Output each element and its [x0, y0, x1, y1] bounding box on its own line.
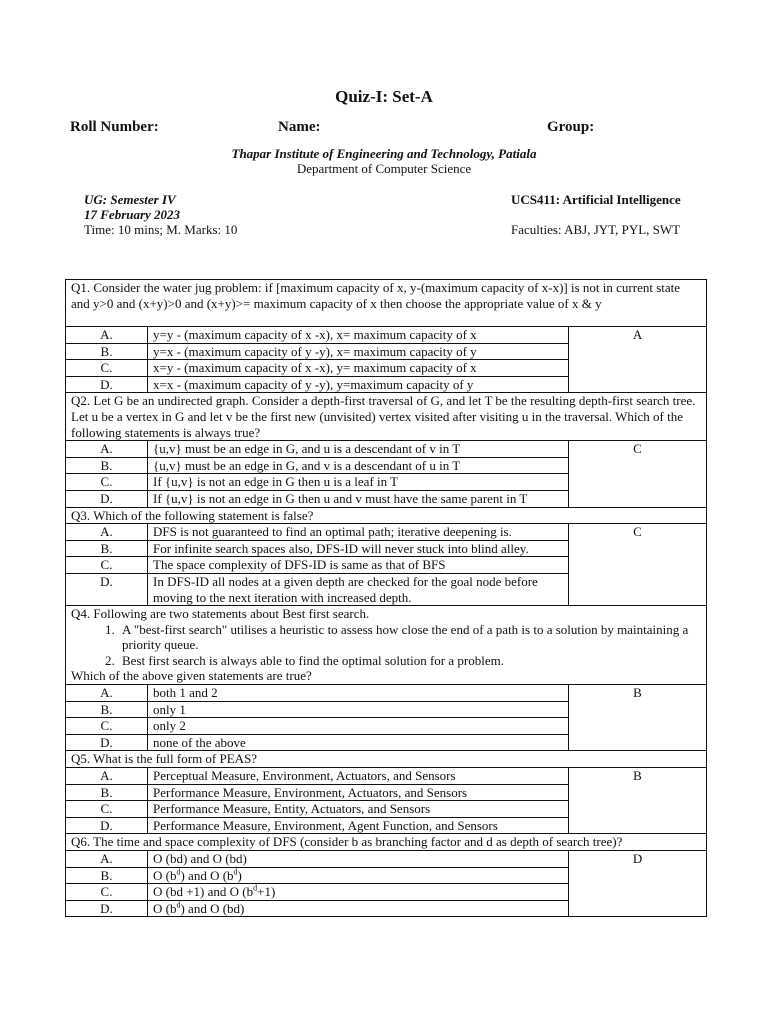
- superscript: d: [253, 883, 258, 893]
- question-row: [66, 606, 707, 685]
- option-text-part: O (b: [153, 867, 177, 883]
- statement-list: [71, 622, 701, 669]
- option-label: A.: [66, 524, 148, 541]
- option-label: B.: [66, 457, 148, 474]
- option-label: D.: [66, 490, 148, 507]
- option-label: B.: [66, 343, 148, 360]
- option-text-part: O (b: [153, 900, 177, 916]
- option-label: C.: [66, 718, 148, 735]
- option-row: [66, 327, 707, 344]
- option-label: B.: [66, 540, 148, 557]
- statement-item: 2. Best first search is always able to find the optimal solution for a problem.: [118, 653, 701, 669]
- option-label: C.: [66, 474, 148, 491]
- answer-cell: C: [569, 524, 707, 606]
- option-text-part: O (bd +1) and O (b: [153, 884, 254, 900]
- option-label: D.: [66, 817, 148, 834]
- option-label: A.: [66, 327, 148, 344]
- exam-date: 17 February 2023: [84, 207, 181, 222]
- question-row: [66, 751, 707, 768]
- option-label: A.: [66, 685, 148, 702]
- question-text: Q3. Which of the following statement is false?: [66, 507, 707, 524]
- question-row: [66, 393, 707, 441]
- option-text: y=y - (maximum capacity of x -x), x= maximum capacity of x: [148, 327, 569, 344]
- question-text: Q4. Following are two statements about Best first search.: [71, 606, 370, 622]
- option-label: A.: [66, 441, 148, 458]
- option-text: Performance Measure, Environment, Actuators, and Sensors: [148, 784, 569, 801]
- group-label: Group:: [547, 119, 595, 135]
- option-text: {u,v} must be an edge in G, and v is a descendant of u in T: [148, 457, 569, 474]
- question-table: [65, 279, 707, 917]
- option-label: D.: [66, 376, 148, 393]
- question-text: Q1. Consider the water jug problem: if [maximum capacity of x, y-(maximum capacity of x-x)] is not in current state and y>0 and (x+y)>0 and (x+y)>= maximum capacity of x then choose the appropriate value of x & y: [66, 280, 707, 327]
- option-label: C.: [66, 801, 148, 818]
- option-text: [148, 884, 569, 901]
- option-label: B.: [66, 867, 148, 884]
- question-row: [66, 507, 707, 524]
- superscript: d: [176, 900, 181, 910]
- option-text: The space complexity of DFS-ID is same as that of BFS: [148, 557, 569, 574]
- option-text: Performance Measure, Entity, Actuators, and Sensors: [148, 801, 569, 818]
- answer-cell: D: [569, 851, 707, 917]
- answer-cell: B: [569, 685, 707, 751]
- option-label: D.: [66, 734, 148, 751]
- superscript: d: [233, 867, 238, 877]
- option-text: [148, 900, 569, 917]
- option-label: D.: [66, 900, 148, 917]
- roll-number-label: Roll Number:: [70, 119, 159, 135]
- option-label: C.: [66, 884, 148, 901]
- answer-cell: B: [569, 768, 707, 834]
- option-text: x=y - (maximum capacity of x -x), y= maximum capacity of x: [148, 360, 569, 377]
- option-text: Performance Measure, Environment, Agent Function, and Sensors: [148, 817, 569, 834]
- option-text: If {u,v} is not an edge in G then u is a leaf in T: [148, 474, 569, 491]
- answer-cell: C: [569, 441, 707, 507]
- question-text: Q2. Let G be an undirected graph. Consider a depth-first traversal of G, and let T be the resulting depth-first search tree. Let u be a vertex in G and let v be the first new (unvisited) vertex visited after visiting u in the traversal. Which of the following statements is always true?: [66, 393, 707, 441]
- option-text: {u,v} must be an edge in G, and u is a descendant of v in T: [148, 441, 569, 458]
- question-row: [66, 834, 707, 851]
- question-text: Q6. The time and space complexity of DFS (consider b as branching factor and d as depth of search tree)?: [66, 834, 707, 851]
- option-row: [66, 768, 707, 785]
- option-text: both 1 and 2: [148, 685, 569, 702]
- option-text: x=x - (maximum capacity of y -y), y=maximum capacity of y: [148, 376, 569, 393]
- option-label: B.: [66, 701, 148, 718]
- question-followup: Which of the above given statements are true?: [71, 668, 312, 684]
- option-text-part: ): [237, 867, 242, 883]
- name-label: Name:: [278, 119, 321, 135]
- department-name: Department of Computer Science: [296, 161, 472, 176]
- faculties: Faculties: ABJ, JYT, PYL, SWT: [511, 222, 681, 237]
- option-text: y=x - (maximum capacity of y -y), x= maximum capacity of y: [148, 343, 569, 360]
- option-label: C.: [66, 360, 148, 377]
- option-text: only 1: [148, 701, 569, 718]
- course-name: UCS411: Artificial Intelligence: [511, 192, 681, 207]
- superscript: d: [176, 867, 181, 877]
- option-label: A.: [66, 768, 148, 785]
- option-text: [148, 867, 569, 884]
- semester: UG: Semester IV: [84, 192, 176, 207]
- quiz-title: Quiz-I: Set-A: [335, 87, 433, 106]
- option-row: [66, 851, 707, 868]
- question-row: [66, 280, 707, 327]
- institute-name: Thapar Institute of Engineering and Technology, Patiala: [231, 146, 537, 161]
- option-label: A.: [66, 851, 148, 868]
- option-text: O (bd) and O (bd): [148, 851, 569, 868]
- option-text: Perceptual Measure, Environment, Actuators, and Sensors: [148, 768, 569, 785]
- time-marks: Time: 10 mins; M. Marks: 10: [84, 222, 238, 237]
- question-block: [66, 606, 707, 685]
- option-text: none of the above: [148, 734, 569, 751]
- option-text: only 2: [148, 718, 569, 735]
- question-text: Q5. What is the full form of PEAS?: [66, 751, 707, 768]
- option-row: [66, 685, 707, 702]
- option-label: B.: [66, 784, 148, 801]
- answer-cell: A: [569, 327, 707, 393]
- option-row: [66, 441, 707, 458]
- option-label: D.: [66, 573, 148, 605]
- option-text-part: ) and O (bd): [180, 900, 245, 916]
- option-text: In DFS-ID all nodes at a given depth are checked for the goal node before moving to the next iteration with increased depth.: [148, 573, 569, 605]
- option-text-part: ) and O (b: [180, 867, 234, 883]
- option-text-part: +1): [257, 884, 276, 900]
- option-text: If {u,v} is not an edge in G then u and v must have the same parent in T: [148, 490, 569, 507]
- option-row: [66, 524, 707, 541]
- option-label: C.: [66, 557, 148, 574]
- statement-item: 1. A "best-first search" utilises a heuristic to assess how close the end of a path is to a solution by maintaining a priority queue.: [118, 622, 701, 653]
- option-text: For infinite search spaces also, DFS-ID will never stuck into blind alley.: [148, 540, 569, 557]
- option-text: DFS is not guaranteed to find an optimal path; iterative deepening is.: [148, 524, 569, 541]
